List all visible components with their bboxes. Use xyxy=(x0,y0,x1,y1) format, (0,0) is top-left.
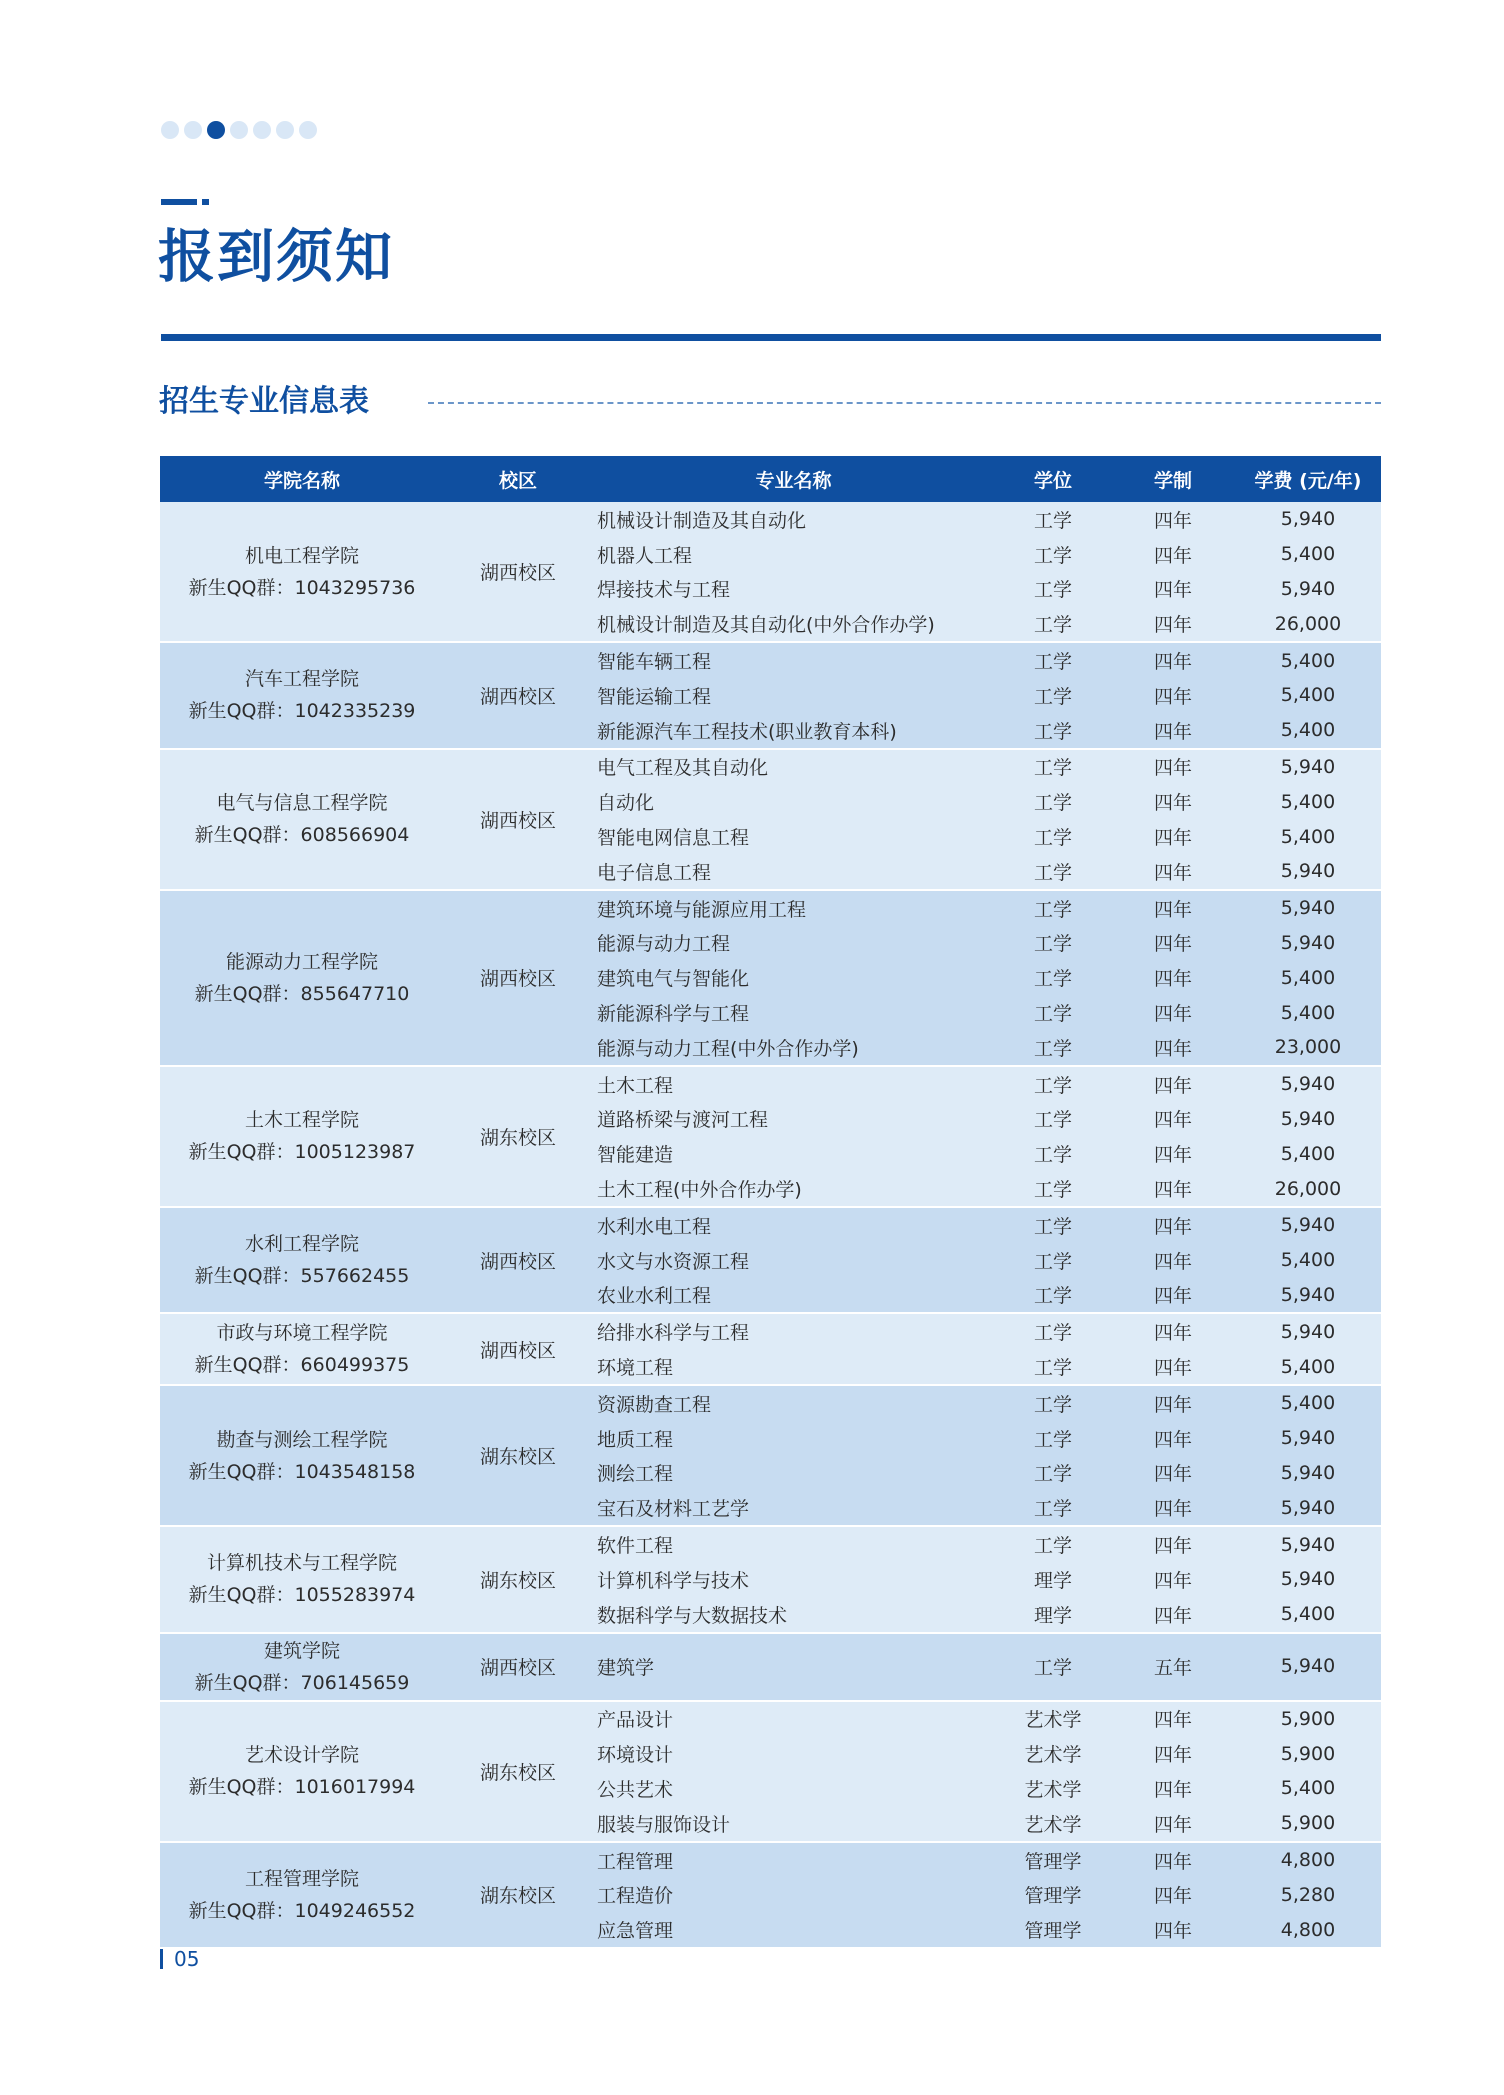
degree: 工学 xyxy=(1033,898,1072,921)
college-group xyxy=(160,1843,1381,1949)
tuition: 5,400 xyxy=(1280,543,1336,566)
tuition: 5,940 xyxy=(1280,1533,1336,1556)
tuition: 5,280 xyxy=(1280,1883,1336,1906)
duration: 四年 xyxy=(1153,968,1192,991)
tuition: 5,940 xyxy=(1280,1073,1336,1096)
college-qq-group: 新生QQ群：557662455 xyxy=(194,1265,410,1288)
campus-cell: 湖东校区 xyxy=(479,1885,556,1908)
majors-table xyxy=(160,456,1381,1949)
college-group xyxy=(160,750,1381,891)
major-name: 环境工程 xyxy=(597,1357,674,1380)
tuition: 5,400 xyxy=(1280,1249,1336,1272)
col-header-tuition: 学费 (元/年) xyxy=(1254,469,1362,492)
table-row xyxy=(592,1597,1381,1632)
degree: 工学 xyxy=(1033,1498,1072,1521)
campus-cell: 湖东校区 xyxy=(479,1126,556,1149)
tuition: 26,000 xyxy=(1274,1177,1342,1200)
table-row xyxy=(592,1349,1381,1384)
campus-cell: 湖东校区 xyxy=(479,1761,556,1784)
table-row xyxy=(592,784,1381,819)
progress-dots xyxy=(161,121,317,139)
tuition: 5,940 xyxy=(1280,931,1336,954)
table-row xyxy=(592,1171,1381,1206)
table-row xyxy=(592,1067,1381,1102)
table-row xyxy=(592,1456,1381,1491)
major-name: 焊接技术与工程 xyxy=(597,579,731,602)
campus-cell: 湖西校区 xyxy=(479,968,556,991)
table-row xyxy=(592,995,1381,1030)
degree: 工学 xyxy=(1033,651,1072,674)
degree: 工学 xyxy=(1033,579,1072,602)
campus-cell: 湖西校区 xyxy=(479,1657,556,1679)
table-row xyxy=(592,819,1381,854)
major-name: 农业水利工程 xyxy=(597,1285,712,1308)
table-row xyxy=(592,926,1381,961)
duration: 四年 xyxy=(1153,509,1192,532)
degree: 管理学 xyxy=(1024,1920,1082,1943)
major-name: 智能电网信息工程 xyxy=(597,827,750,850)
duration: 四年 xyxy=(1153,1393,1192,1416)
college-cell xyxy=(160,1208,444,1312)
table-row xyxy=(592,572,1381,607)
college-group xyxy=(160,643,1381,749)
duration: 四年 xyxy=(1153,579,1192,602)
degree: 艺术学 xyxy=(1024,1744,1082,1767)
major-name: 自动化 xyxy=(597,792,655,815)
duration: 四年 xyxy=(1153,1250,1192,1273)
degree: 管理学 xyxy=(1024,1850,1082,1873)
duration: 四年 xyxy=(1153,1604,1192,1627)
college-qq-group: 新生QQ群：855647710 xyxy=(194,982,410,1005)
majors-list xyxy=(592,1067,1381,1206)
college-cell xyxy=(160,502,444,641)
section-dashed-divider xyxy=(428,402,1381,404)
college-group xyxy=(160,891,1381,1067)
college-group xyxy=(160,1634,1381,1702)
tuition: 5,400 xyxy=(1280,1142,1336,1165)
table-row xyxy=(592,1527,1381,1562)
degree: 工学 xyxy=(1033,1393,1072,1416)
table-row xyxy=(592,1243,1381,1278)
title-divider xyxy=(161,334,1381,341)
page-title: 报到须知 xyxy=(158,224,394,290)
table-row xyxy=(592,1386,1381,1421)
progress-dot xyxy=(230,121,248,139)
major-name: 公共艺术 xyxy=(597,1778,674,1801)
tuition: 5,940 xyxy=(1280,897,1336,920)
majors-list xyxy=(592,1314,1381,1384)
degree: 工学 xyxy=(1033,1215,1072,1238)
duration: 四年 xyxy=(1153,1428,1192,1451)
duration: 四年 xyxy=(1153,685,1192,708)
major-name: 能源与动力工程(中外合作办学) xyxy=(597,1037,859,1060)
majors-list xyxy=(592,1527,1381,1631)
duration: 四年 xyxy=(1153,1463,1192,1486)
college-name: 勘查与测绘工程学院 xyxy=(216,1428,388,1451)
section-title: 招生专业信息表 xyxy=(159,384,369,419)
major-name: 资源勘查工程 xyxy=(597,1393,712,1416)
tuition: 5,400 xyxy=(1280,1001,1336,1024)
duration: 四年 xyxy=(1153,933,1192,956)
tuition: 5,400 xyxy=(1280,966,1336,989)
major-name: 道路桥梁与渡河工程 xyxy=(597,1109,769,1132)
duration: 四年 xyxy=(1153,757,1192,780)
tuition: 5,400 xyxy=(1280,684,1336,707)
degree: 理学 xyxy=(1033,1604,1072,1627)
tuition: 4,800 xyxy=(1280,1849,1336,1872)
duration: 四年 xyxy=(1153,1569,1192,1592)
degree: 工学 xyxy=(1033,509,1072,532)
campus-cell: 湖西校区 xyxy=(479,562,556,585)
major-name: 数据科学与大数据技术 xyxy=(597,1604,788,1627)
tuition: 5,900 xyxy=(1280,1742,1336,1765)
major-name: 软件工程 xyxy=(597,1535,674,1557)
progress-dot xyxy=(184,121,202,139)
table-row xyxy=(592,678,1381,713)
college-cell xyxy=(160,1314,444,1384)
degree: 工学 xyxy=(1033,1179,1072,1202)
degree: 工学 xyxy=(1033,1144,1072,1167)
campus-cell: 湖西校区 xyxy=(479,809,556,832)
major-name: 工程造价 xyxy=(597,1885,674,1908)
table-row xyxy=(592,1806,1381,1841)
duration: 四年 xyxy=(1153,1322,1192,1345)
majors-list xyxy=(592,1386,1381,1525)
duration: 四年 xyxy=(1153,1109,1192,1132)
degree: 工学 xyxy=(1033,614,1072,637)
degree: 工学 xyxy=(1033,1656,1072,1679)
table-row xyxy=(592,1771,1381,1806)
table-row xyxy=(592,606,1381,641)
college-qq-group: 新生QQ群：1005123987 xyxy=(188,1141,416,1164)
duration: 四年 xyxy=(1153,720,1192,743)
college-cell xyxy=(160,1527,444,1631)
college-cell xyxy=(160,1634,444,1700)
college-name: 艺术设计学院 xyxy=(244,1744,359,1767)
degree: 艺术学 xyxy=(1024,1778,1082,1801)
college-qq-group: 新生QQ群：1043295736 xyxy=(188,576,416,599)
degree: 工学 xyxy=(1033,861,1072,884)
page-number: 05 xyxy=(174,1947,200,1971)
major-name: 测绘工程 xyxy=(597,1463,674,1486)
duration: 四年 xyxy=(1153,1074,1192,1097)
duration: 四年 xyxy=(1153,1778,1192,1801)
table-row xyxy=(592,713,1381,748)
table-row xyxy=(592,1490,1381,1525)
college-name: 计算机技术与工程学院 xyxy=(206,1552,397,1575)
degree: 工学 xyxy=(1033,1428,1072,1451)
campus-cell: 湖东校区 xyxy=(479,1446,556,1469)
major-name: 能源与动力工程 xyxy=(597,933,731,956)
table-row xyxy=(592,1912,1381,1947)
tuition: 5,400 xyxy=(1280,1355,1336,1378)
tuition: 5,900 xyxy=(1280,1812,1336,1835)
college-group xyxy=(160,502,1381,643)
duration: 四年 xyxy=(1153,544,1192,567)
degree: 工学 xyxy=(1033,1322,1072,1345)
degree: 工学 xyxy=(1033,1003,1072,1026)
col-header-college: 学院名称 xyxy=(263,469,340,492)
majors-list xyxy=(592,502,1381,641)
college-group xyxy=(160,1067,1381,1208)
major-name: 新能源汽车工程技术(职业教育本科) xyxy=(597,720,897,743)
progress-dot xyxy=(299,121,317,139)
table-row xyxy=(592,1421,1381,1456)
table-row xyxy=(592,960,1381,995)
majors-list xyxy=(592,1702,1381,1841)
majors-list xyxy=(592,750,1381,889)
tuition: 5,940 xyxy=(1280,1214,1336,1237)
duration: 四年 xyxy=(1153,1850,1192,1873)
major-name: 土木工程 xyxy=(597,1074,674,1097)
table-row xyxy=(592,1736,1381,1771)
tuition: 5,400 xyxy=(1280,649,1336,672)
table-row xyxy=(592,502,1381,537)
tuition: 5,940 xyxy=(1280,1283,1336,1306)
table-row xyxy=(592,1208,1381,1243)
major-name: 智能运输工程 xyxy=(597,685,712,708)
majors-list xyxy=(592,891,1381,1065)
table-row xyxy=(592,854,1381,889)
tuition: 5,940 xyxy=(1280,1655,1336,1678)
degree: 工学 xyxy=(1033,1074,1072,1097)
tuition: 26,000 xyxy=(1274,612,1342,635)
tuition: 5,940 xyxy=(1280,755,1336,778)
major-name: 土木工程(中外合作办学) xyxy=(597,1179,802,1202)
duration: 五年 xyxy=(1153,1656,1192,1679)
duration: 四年 xyxy=(1153,1285,1192,1308)
degree: 工学 xyxy=(1033,720,1072,743)
duration: 四年 xyxy=(1153,614,1192,637)
major-name: 计算机科学与技术 xyxy=(597,1569,750,1592)
college-qq-group: 新生QQ群：608566904 xyxy=(194,824,410,847)
majors-list xyxy=(592,643,1381,747)
duration: 四年 xyxy=(1153,1037,1192,1060)
college-cell xyxy=(160,1067,444,1206)
degree: 工学 xyxy=(1033,968,1072,991)
progress-dot xyxy=(253,121,271,139)
tuition: 5,940 xyxy=(1280,860,1336,883)
table-row xyxy=(592,1877,1381,1912)
major-name: 电子信息工程 xyxy=(597,861,712,884)
col-header-campus: 校区 xyxy=(498,469,537,492)
degree: 艺术学 xyxy=(1024,1813,1082,1836)
table-row xyxy=(592,1136,1381,1171)
table-row xyxy=(592,643,1381,678)
table-row xyxy=(592,1649,1381,1684)
major-name: 机械设计制造及其自动化 xyxy=(597,509,807,532)
major-name: 机械设计制造及其自动化(中外合作办学) xyxy=(597,614,935,637)
major-name: 新能源科学与工程 xyxy=(597,1003,750,1026)
major-name: 产品设计 xyxy=(597,1709,674,1732)
col-header-degree: 学位 xyxy=(1033,469,1072,492)
degree: 工学 xyxy=(1033,933,1072,956)
college-cell xyxy=(160,891,444,1065)
tuition: 5,940 xyxy=(1280,1461,1336,1484)
major-name: 应急管理 xyxy=(597,1920,674,1943)
college-qq-group: 新生QQ群：1016017994 xyxy=(188,1776,416,1799)
tuition: 5,400 xyxy=(1280,1777,1336,1800)
tuition: 5,400 xyxy=(1280,1392,1336,1415)
tuition: 5,940 xyxy=(1280,1107,1336,1130)
degree: 工学 xyxy=(1033,1463,1072,1486)
duration: 四年 xyxy=(1153,1357,1192,1380)
college-name: 工程管理学院 xyxy=(244,1867,359,1890)
tuition: 5,940 xyxy=(1280,1320,1336,1343)
degree: 工学 xyxy=(1033,1037,1072,1060)
college-cell xyxy=(160,1386,444,1525)
duration: 四年 xyxy=(1153,1144,1192,1167)
major-name: 建筑学 xyxy=(597,1656,655,1679)
major-name: 建筑环境与能源应用工程 xyxy=(597,898,807,921)
major-name: 环境设计 xyxy=(597,1744,674,1767)
major-name: 水文与水资源工程 xyxy=(597,1250,750,1273)
table-row xyxy=(592,891,1381,926)
tuition: 5,940 xyxy=(1280,1568,1336,1591)
degree: 工学 xyxy=(1033,544,1072,567)
tuition: 5,940 xyxy=(1280,577,1336,600)
college-name: 机电工程学院 xyxy=(244,544,359,567)
duration: 四年 xyxy=(1153,651,1192,674)
college-qq-group: 新生QQ群：660499375 xyxy=(194,1354,410,1377)
table-row xyxy=(592,1030,1381,1065)
major-name: 服装与服饰设计 xyxy=(597,1813,731,1836)
tuition: 5,900 xyxy=(1280,1707,1336,1730)
table-header xyxy=(160,456,1381,502)
degree: 管理学 xyxy=(1024,1885,1082,1908)
college-qq-group: 新生QQ群：1043548158 xyxy=(188,1460,416,1483)
tuition: 5,400 xyxy=(1280,719,1336,742)
tuition: 23,000 xyxy=(1274,1036,1342,1059)
college-name: 市政与环境工程学院 xyxy=(216,1322,388,1345)
degree: 工学 xyxy=(1033,1535,1072,1557)
tuition: 5,940 xyxy=(1280,1496,1336,1519)
campus-cell: 湖西校区 xyxy=(479,1250,556,1273)
major-name: 水利水电工程 xyxy=(597,1215,712,1238)
campus-cell: 湖西校区 xyxy=(479,685,556,708)
college-cell xyxy=(160,643,444,747)
col-header-major: 专业名称 xyxy=(755,469,832,492)
major-name: 电气工程及其自动化 xyxy=(597,757,769,780)
college-cell xyxy=(160,1702,444,1841)
duration: 四年 xyxy=(1153,1744,1192,1767)
degree: 工学 xyxy=(1033,757,1072,780)
college-qq-group: 新生QQ群：1055283974 xyxy=(188,1584,416,1607)
college-name: 水利工程学院 xyxy=(244,1233,359,1256)
college-name: 建筑学院 xyxy=(263,1639,340,1662)
major-name: 宝石及材料工艺学 xyxy=(597,1498,750,1521)
college-group xyxy=(160,1702,1381,1843)
campus-cell: 湖东校区 xyxy=(479,1569,556,1592)
table-row xyxy=(592,1102,1381,1137)
duration: 四年 xyxy=(1153,1813,1192,1836)
progress-dot xyxy=(207,121,225,139)
tuition: 4,800 xyxy=(1280,1918,1336,1941)
degree: 工学 xyxy=(1033,1285,1072,1308)
duration: 四年 xyxy=(1153,1003,1192,1026)
table-row xyxy=(592,1314,1381,1349)
table-row xyxy=(592,750,1381,785)
degree: 艺术学 xyxy=(1024,1709,1082,1732)
duration: 四年 xyxy=(1153,827,1192,850)
progress-dot xyxy=(276,121,294,139)
duration: 四年 xyxy=(1153,1920,1192,1943)
college-qq-group: 新生QQ群：1049246552 xyxy=(188,1899,416,1922)
major-name: 工程管理 xyxy=(597,1850,674,1873)
majors-list xyxy=(592,1634,1381,1700)
progress-dot xyxy=(161,121,179,139)
table-row xyxy=(592,1702,1381,1737)
tuition: 5,400 xyxy=(1280,790,1336,813)
degree: 工学 xyxy=(1033,1250,1072,1273)
degree: 工学 xyxy=(1033,1357,1072,1380)
duration: 四年 xyxy=(1153,1885,1192,1908)
major-name: 智能建造 xyxy=(597,1144,674,1167)
major-name: 机器人工程 xyxy=(597,544,693,567)
degree: 工学 xyxy=(1033,685,1072,708)
table-body xyxy=(160,502,1381,1949)
duration: 四年 xyxy=(1153,1179,1192,1202)
major-name: 智能车辆工程 xyxy=(597,651,712,674)
college-group xyxy=(160,1386,1381,1527)
duration: 四年 xyxy=(1153,1215,1192,1238)
college-name: 能源动力工程学院 xyxy=(225,950,378,973)
campus-cell: 湖西校区 xyxy=(479,1339,556,1362)
table-row xyxy=(592,1562,1381,1597)
college-qq-group: 新生QQ群：1042335239 xyxy=(188,700,416,723)
duration: 四年 xyxy=(1153,1709,1192,1732)
title-accent-tip xyxy=(202,199,209,205)
college-name: 土木工程学院 xyxy=(244,1109,359,1132)
tuition: 5,400 xyxy=(1280,1603,1336,1626)
college-name: 汽车工程学院 xyxy=(244,668,359,691)
tuition: 5,400 xyxy=(1280,825,1336,848)
title-accent-bar xyxy=(161,199,197,205)
major-name: 建筑电气与智能化 xyxy=(597,968,750,991)
major-name: 给排水科学与工程 xyxy=(597,1322,750,1345)
majors-list xyxy=(592,1843,1381,1947)
degree: 工学 xyxy=(1033,792,1072,815)
table-row xyxy=(592,537,1381,572)
duration: 四年 xyxy=(1153,898,1192,921)
college-group xyxy=(160,1314,1381,1386)
page-number-bar xyxy=(160,1949,163,1969)
college-name: 电气与信息工程学院 xyxy=(216,792,388,815)
degree: 工学 xyxy=(1033,1109,1072,1132)
tuition: 5,940 xyxy=(1280,1427,1336,1450)
col-header-duration: 学制 xyxy=(1153,469,1192,492)
college-group xyxy=(160,1208,1381,1314)
college-cell xyxy=(160,750,444,889)
college-cell xyxy=(160,1843,444,1947)
table-row xyxy=(592,1278,1381,1313)
duration: 四年 xyxy=(1153,861,1192,884)
tuition: 5,940 xyxy=(1280,508,1336,531)
majors-list xyxy=(592,1208,1381,1312)
duration: 四年 xyxy=(1153,1498,1192,1521)
duration: 四年 xyxy=(1153,1535,1192,1557)
duration: 四年 xyxy=(1153,792,1192,815)
college-group xyxy=(160,1527,1381,1633)
major-name: 地质工程 xyxy=(597,1428,674,1451)
table-row xyxy=(592,1843,1381,1878)
degree: 工学 xyxy=(1033,827,1072,850)
college-qq-group: 新生QQ群：706145659 xyxy=(194,1671,410,1694)
degree: 理学 xyxy=(1033,1569,1072,1592)
